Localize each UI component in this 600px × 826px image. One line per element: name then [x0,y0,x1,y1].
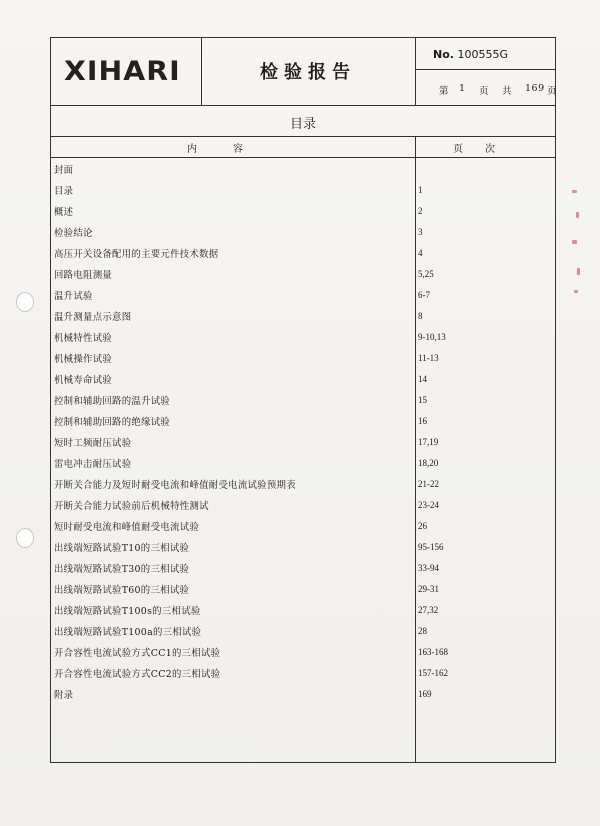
seal-mark [576,212,579,218]
toc-list [51,157,555,703]
report-no-value: 100555G [457,48,508,61]
toc-entry-page: 17,19 [418,437,439,447]
total-label: 共 [502,86,513,97]
toc-entry-page: 18,20 [418,458,439,468]
toc-entry-page: 28 [418,626,427,636]
toc-row [51,493,555,514]
toc-entry-title: 开断关合能力及短时耐受电流和峰值耐受电流试验预期表 [54,480,296,491]
seal-mark [572,190,577,193]
toc-row [51,178,555,199]
toc-title: 目录 [289,117,316,132]
toc-row [51,682,555,703]
toc-row [51,535,555,556]
toc-row [51,367,555,388]
column-page-header: 页次 [453,144,517,155]
toc-row [51,430,555,451]
toc-entry-page: 5,25 [418,269,434,279]
report-frame [50,37,556,763]
toc-row [51,556,555,577]
toc-row [51,283,555,304]
toc-entry-title: 开断关合能力试验前后机械特性测试 [54,501,209,512]
toc-entry-page: 29-31 [418,584,439,594]
toc-title-row [51,105,555,137]
toc-row [51,388,555,409]
toc-column-header [51,136,555,158]
toc-entry-title: 雷电冲击耐压试验 [54,459,132,470]
toc-entry-title: 概述 [54,207,74,218]
toc-entry-page: 95-156 [418,542,444,552]
toc-entry-page: 14 [418,374,427,384]
toc-entry-page: 157-162 [418,668,448,678]
toc-row [51,451,555,472]
toc-entry-page: 163-168 [418,647,448,657]
toc-entry-page: 27,32 [418,605,439,615]
toc-entry-title: 控制和辅助回路的温升试验 [54,396,171,407]
toc-entry-title: 目录 [54,186,74,197]
report-header [51,38,558,106]
toc-entry-page: 9-10,13 [418,332,446,342]
toc-row [51,640,555,661]
toc-entry-title: 封面 [54,165,74,176]
toc-entry-title: 附录 [54,690,74,701]
toc-entry-title: 出线端短路试验T100a的三相试验 [54,627,202,638]
toc-row [51,304,555,325]
toc-entry-page: 26 [418,521,427,531]
toc-entry-title: 出线端短路试验T100s的三相试验 [54,606,201,617]
total-pages: 169 [525,83,545,94]
report-title: 检验报告 [260,62,356,83]
title-cell [201,38,416,105]
toc-entry-title: 控制和辅助回路的绝缘试验 [54,417,171,428]
page-number: 1 [459,83,466,94]
toc-entry-title: 出线端短路试验T30的三相试验 [54,564,190,575]
toc-row [51,472,555,493]
toc-entry-page: 21-22 [418,479,439,489]
toc-entry-page: 3 [418,227,423,237]
toc-entry-page: 169 [418,689,432,699]
page-mid: 页 [479,86,490,97]
toc-row [51,661,555,682]
toc-row [51,199,555,220]
toc-entry-title: 开合容性电流试验方式CC2的三相试验 [54,669,221,680]
total-suffix: 页 [547,86,558,97]
toc-entry-title: 回路电阻测量 [54,270,113,281]
punch-hole-top [16,292,34,312]
toc-entry-page: 8 [418,311,423,321]
toc-entry-title: 温升测量点示意图 [54,312,132,323]
report-number-cell [415,38,558,105]
toc-entry-title: 出线端短路试验T60的三相试验 [54,585,190,596]
punch-hole-bottom [16,528,34,548]
toc-entry-title: 检验结论 [54,228,93,239]
toc-entry-page: 1 [418,185,423,195]
seal-mark [574,290,578,293]
toc-entry-page: 11-13 [418,353,439,363]
toc-row [51,241,555,262]
seal-mark [572,240,577,244]
toc-entry-page: 2 [418,206,423,216]
toc-entry-page: 23-24 [418,500,439,510]
toc-row [51,346,555,367]
toc-entry-title: 高压开关设备配用的主要元件技术数据 [54,249,219,260]
page-prefix: 第 [439,86,450,97]
toc-entry-title: 温升试验 [54,291,93,302]
logo-cell [51,38,202,105]
toc-entry-title: 机械操作试验 [54,354,113,365]
toc-entry-title: 短时耐受电流和峰值耐受电流试验 [54,522,200,533]
toc-row [51,598,555,619]
toc-entry-title: 机械特性试验 [54,333,113,344]
toc-entry-title: 出线端短路试验T10的三相试验 [54,543,190,554]
toc-entry-page: 16 [418,416,427,426]
toc-row [51,577,555,598]
report-no-label: No. [433,48,454,61]
toc-entry-page: 4 [418,248,423,258]
seal-mark [577,268,580,275]
company-logo: XIHARI [64,56,181,87]
page-indicator [415,69,558,106]
toc-entry-title: 短时工频耐压试验 [54,438,132,449]
toc-row [51,619,555,640]
toc-entry-title: 机械寿命试验 [54,375,113,386]
toc-entry-page: 33-94 [418,563,439,573]
toc-entry-title: 开合容性电流试验方式CC1的三相试验 [54,648,221,659]
toc-row [51,325,555,346]
toc-entry-page: 6-7 [418,290,430,300]
toc-row [51,157,555,178]
toc-row [51,409,555,430]
toc-row [51,262,555,283]
toc-entry-page: 15 [418,395,427,405]
toc-row [51,220,555,241]
column-content-header: 内容 [187,144,279,155]
report-number [433,48,508,61]
toc-row [51,514,555,535]
